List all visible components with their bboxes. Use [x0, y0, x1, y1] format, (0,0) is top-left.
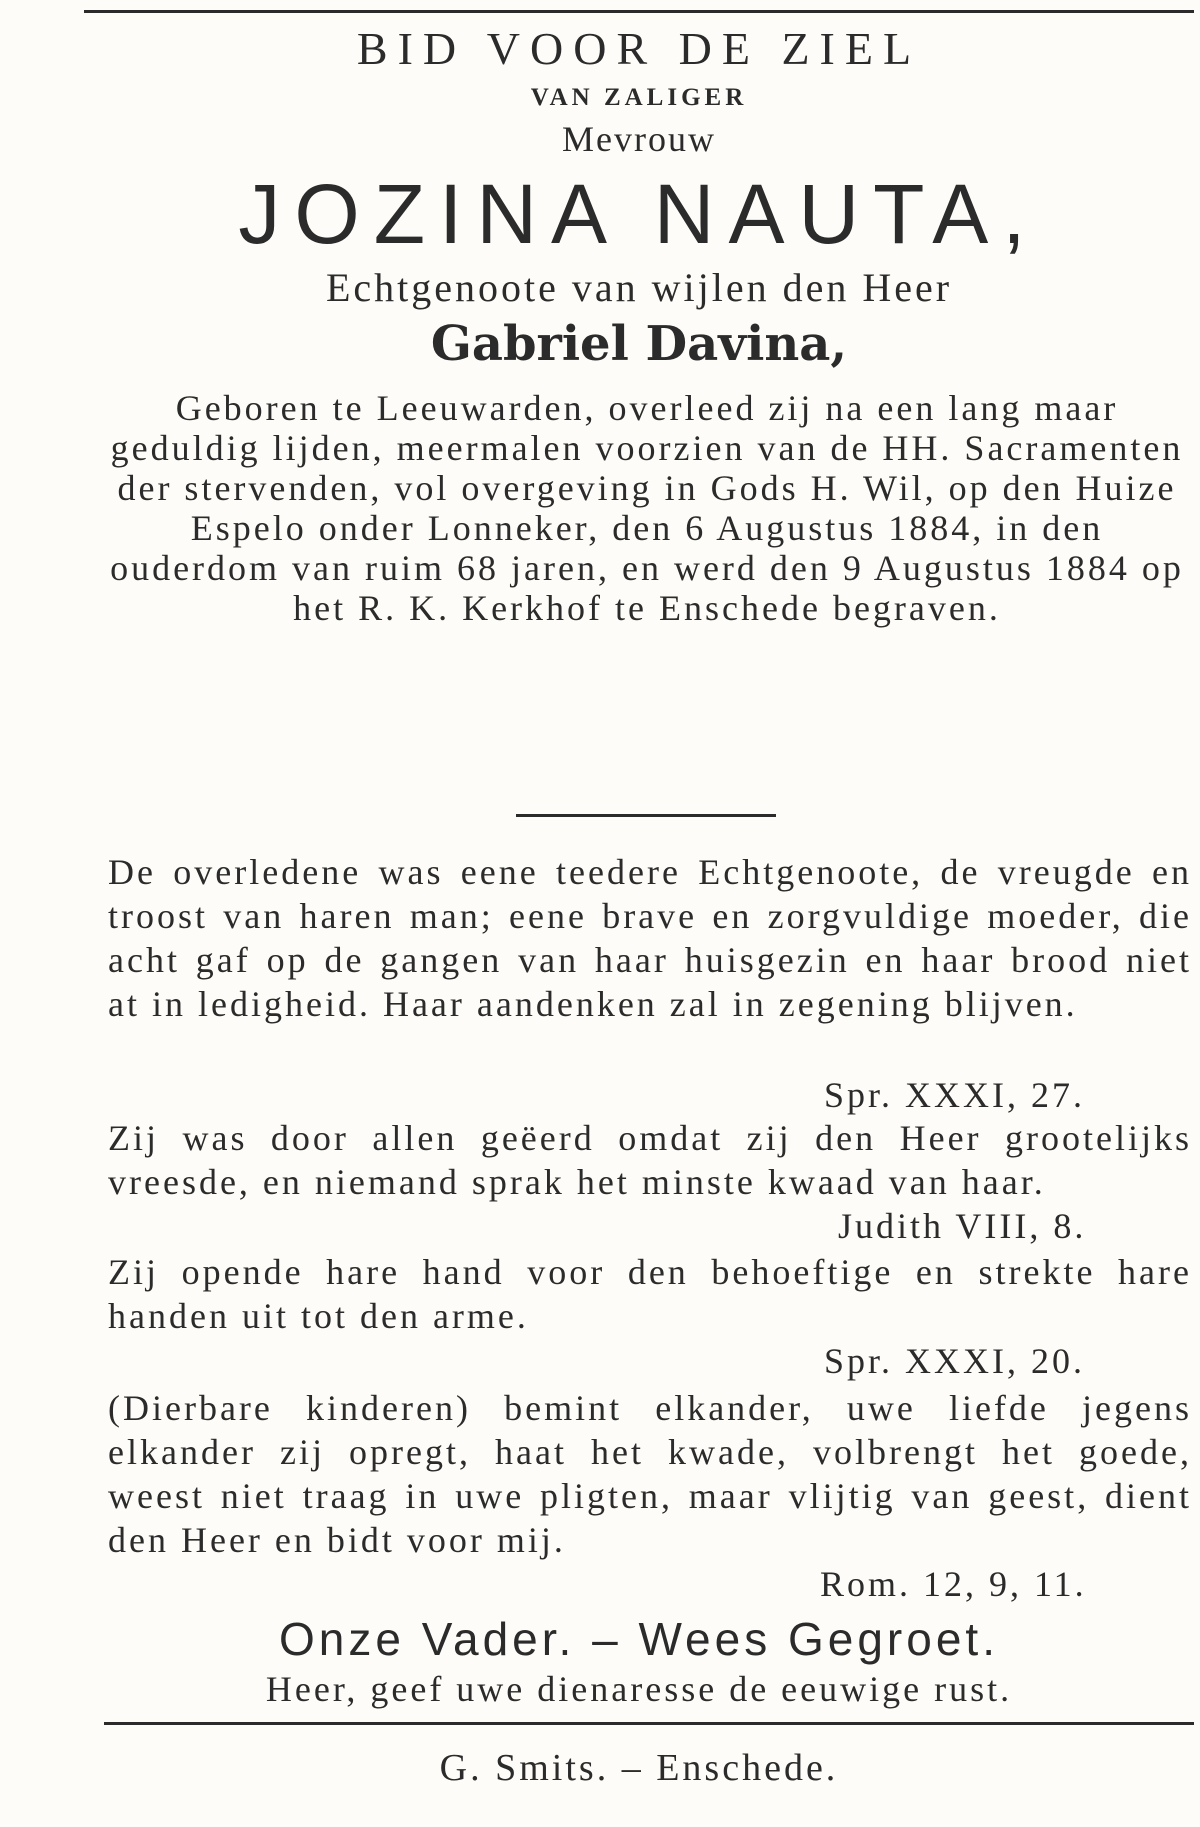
heading-van-zaliger: VAN ZALIGER: [530, 84, 748, 111]
quote-text: Zij opende hare hand voor den behoeftige en strekte hare handen uit tot den arme.: [108, 1252, 1192, 1336]
top-rule: [84, 10, 1194, 13]
quote-text: (Dierbare kinderen) bemint elkander, uwe liefde jegens elkander zij opregt, haat het kwade, volbrengt het goede, weest niet traag in uwe pligten, maar vlijtig van geest, dient den Heer en bidt voor mij.: [108, 1388, 1192, 1560]
bottom-rule: [104, 1722, 1194, 1725]
spouse-line: Echtgenoote van wijlen den Heer: [325, 265, 953, 310]
prayer-line: Onze Vader. – Wees Gegroet.: [279, 1613, 999, 1665]
husband-name: Gabriel Davina,: [430, 316, 848, 372]
memorial-card: [84, 0, 1194, 1827]
quote-text: Zij was door allen geëerd omdat zij den Heer grootelijks vreesde, en niemand sprak het minste kwaad van haar.: [108, 1118, 1192, 1202]
quote-reference: Spr. XXXI, 27.: [824, 1075, 1086, 1115]
biography-text: Geboren te Leeuwarden, overleed zij na een lang maar geduldig lijden, meermalen voorzien van de HH. Sacramenten der stervenden, vol overgeving in Gods H. Wil, op den Huize Espelo onder Lonneker, den 6 Augustus 1884, in den ouderdom van ruim 68 jaren, en werd den 9 Augustus 1884 op het R. K. Kerkhof te Enschede begraven.: [110, 388, 1184, 628]
quote-reference: Judith VIII, 8.: [838, 1206, 1087, 1246]
heading-mevrouw: Mevrouw: [562, 119, 716, 159]
section-divider: [516, 814, 776, 817]
deceased-name: JOZINA NAUTA,: [238, 167, 1040, 261]
eternal-rest-line: Heer, geef uwe dienaresse de eeuwige rust.: [265, 1669, 1013, 1709]
quote-reference: Spr. XXXI, 20.: [824, 1341, 1086, 1381]
quote-text: De overledene was eene teedere Echtgenoote, de vreugde en troost van haren man; eene brave en zorgvuldige moeder, die acht gaf op de gangen van haar huisgezin en haar brood niet at in ledigheid. Haar aandenken zal in zegening blijven.: [108, 852, 1192, 1024]
heading-bid: BID VOOR DE ZIEL: [356, 23, 922, 74]
quote-reference: Rom. 12, 9, 11.: [820, 1564, 1087, 1604]
printer-credit: G. Smits. – Enschede.: [439, 1747, 839, 1789]
